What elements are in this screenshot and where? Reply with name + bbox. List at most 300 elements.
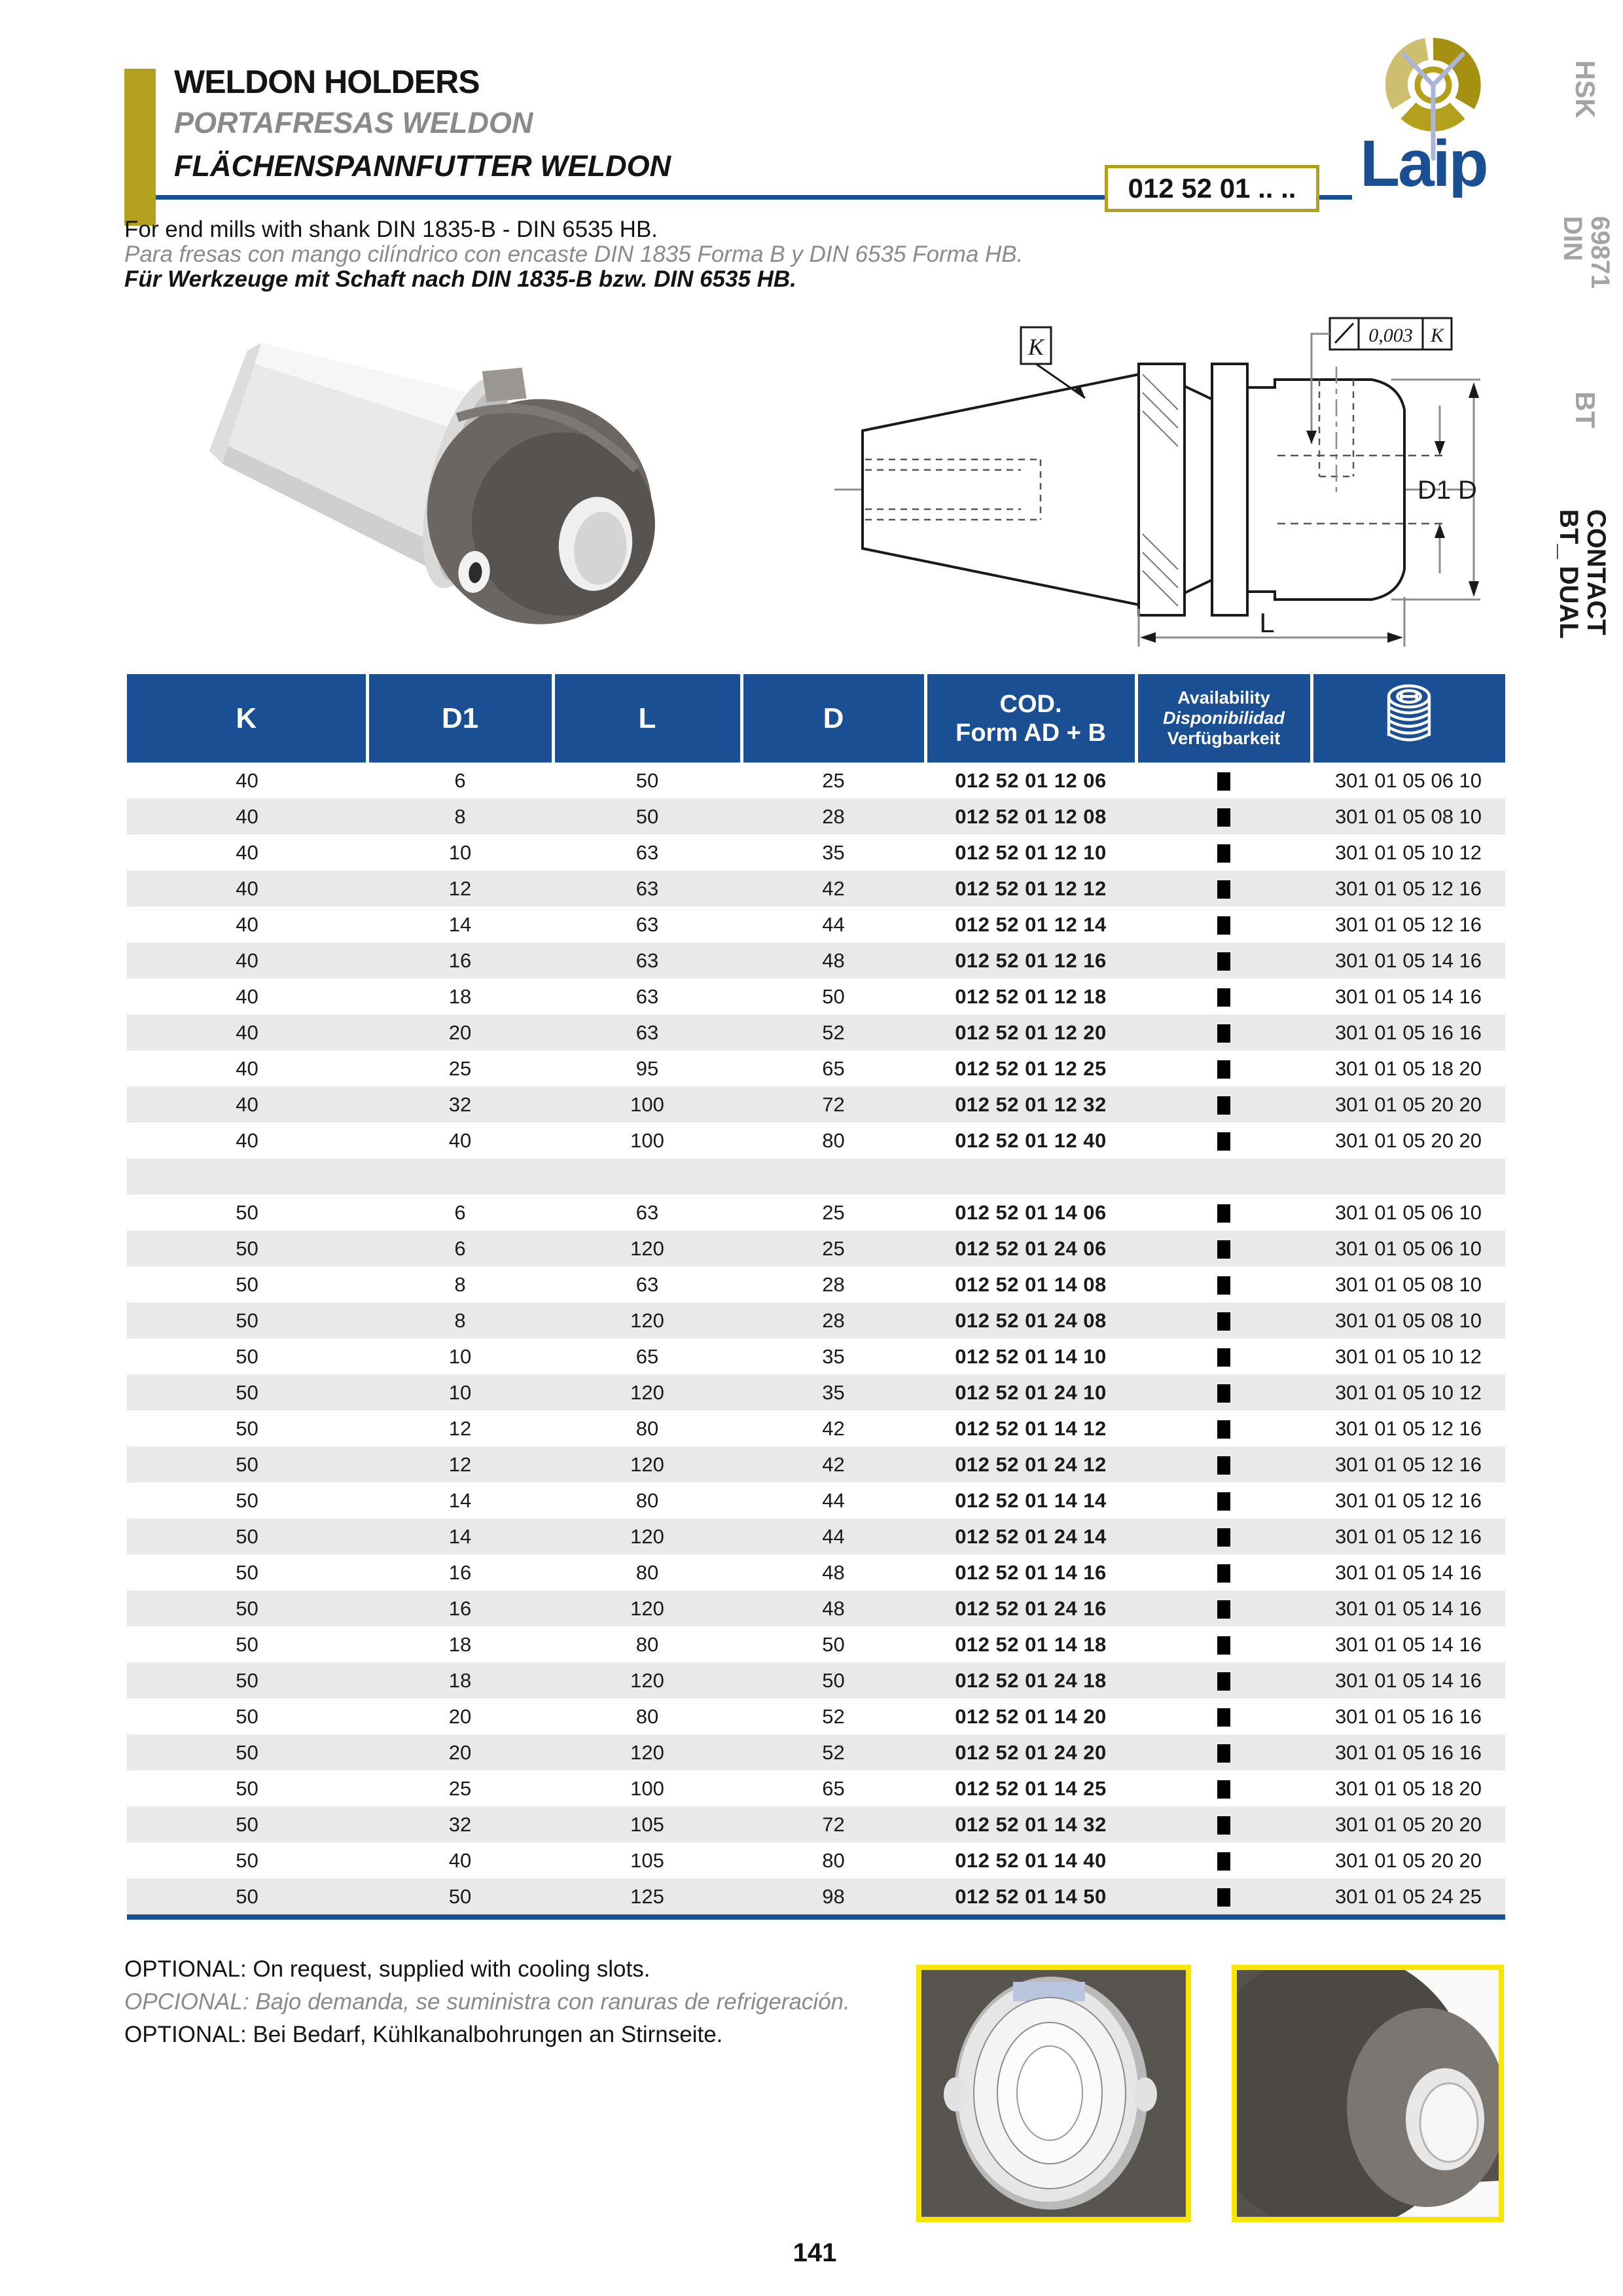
laip-logo [1349,27,1513,198]
availability-marker [1217,988,1230,1007]
col-header-k: K [127,674,367,762]
cell-d1: 8 [454,1308,466,1332]
cell-availability [1136,1446,1311,1482]
cell-d1: 20 [448,1740,472,1764]
availability-marker [1217,1132,1230,1151]
table-row [127,1662,1505,1698]
cell-cod: 012 52 01 14 14 [955,1488,1107,1512]
dim-d1-label: D1 [1418,476,1452,505]
availability-marker [1217,1600,1230,1619]
cell-k: 40 [236,1020,259,1044]
cell-cod: 012 52 01 14 10 [955,1344,1107,1368]
table-row [127,1086,1505,1122]
cell-k: 50 [236,1452,259,1476]
cell-d1: 10 [448,1344,472,1368]
availability-marker [1217,1168,1230,1187]
cell-d1: 18 [448,1668,472,1692]
table-row [127,1266,1505,1302]
cell-availability [1136,1554,1311,1590]
cell-k: 50 [236,1596,259,1620]
cell-d: 35 [822,1344,845,1368]
cell-d1: 32 [448,1812,472,1836]
dimension-table [127,674,1505,1920]
availability-marker [1217,952,1230,971]
cell-k: 40 [236,840,259,864]
availability-marker [1217,916,1230,935]
cell-availability [1136,1338,1311,1374]
cell-cod: 012 52 01 24 16 [955,1596,1107,1620]
cell-d1: 32 [448,1092,472,1116]
cell-l: 65 [635,1344,659,1368]
table-row [127,1446,1505,1482]
cell-k: 50 [236,1848,259,1872]
cell-d: 80 [822,1128,845,1152]
cell-ref: 301 01 05 20 20 [1334,1848,1482,1872]
cell-ref: 301 01 05 12 16 [1334,1488,1482,1512]
cell-l [553,1158,741,1194]
cell-availability [1136,1842,1311,1878]
cell-ref: 301 01 05 14 16 [1334,1596,1482,1620]
cell-l: 120 [630,1380,664,1404]
cell-cod: 012 52 01 24 08 [955,1308,1107,1332]
cell-l: 125 [630,1884,664,1908]
availability-marker [1217,880,1230,899]
cell-d: 35 [822,840,845,864]
cell-d1: 40 [448,1128,472,1152]
cell-ref: 301 01 05 06 10 [1334,768,1482,792]
cell-l: 50 [635,768,659,792]
cell-d: 25 [822,1236,845,1260]
cell-cod: 012 52 01 24 18 [955,1668,1107,1692]
cell-cod: 012 52 01 12 32 [955,1092,1107,1116]
cell-availability [1136,1878,1311,1917]
availability-marker [1217,1564,1230,1583]
cell-d: 28 [822,1308,845,1332]
cell-d1: 6 [454,1236,466,1260]
table-row [127,1374,1505,1410]
cell-k: 40 [236,804,259,828]
optional-note-es: OPCIONAL: Bajo demanda, se suministra con ranuras de refrigeración. [124,1989,850,2015]
cell-k: 50 [236,1380,259,1404]
cell-ref: 301 01 05 08 10 [1334,804,1482,828]
cell-d: 50 [822,1632,845,1656]
cell-cod: 012 52 01 12 08 [955,804,1107,828]
cell-cod: 012 52 01 24 06 [955,1236,1107,1260]
cell-cod: 012 52 01 12 40 [955,1128,1107,1152]
cell-d1: 6 [454,768,466,792]
cell-d: 44 [822,912,845,936]
cell-cod [925,1158,1136,1194]
availability-marker [1217,1420,1230,1439]
cell-l: 80 [635,1488,659,1512]
table-row [127,1842,1505,1878]
cell-l: 63 [635,1020,659,1044]
page-title-es: PORTAFRESAS WELDON [174,106,533,139]
availability-marker [1217,1024,1230,1043]
cell-availability [1136,906,1311,942]
cell-k: 50 [236,1632,259,1656]
cell-k: 50 [236,1200,259,1224]
col-header-d1: D1 [367,674,553,762]
cell-d: 52 [822,1740,845,1764]
cell-d: 25 [822,1200,845,1224]
cell-d: 48 [822,948,845,972]
table-row [127,1806,1505,1842]
cell-l: 100 [630,1128,664,1152]
cell-l: 63 [635,984,659,1008]
cell-cod: 012 52 01 12 20 [955,1020,1107,1044]
cell-ref: 301 01 05 10 12 [1334,840,1482,864]
cell-d1: 18 [448,1632,472,1656]
detail-photo-front-face [916,1965,1191,2222]
cell-l: 100 [630,1092,664,1116]
cell-ref: 301 01 05 12 16 [1334,912,1482,936]
cell-availability [1136,1770,1311,1806]
table-row [127,1230,1505,1266]
cell-d1: 10 [448,1380,472,1404]
availability-marker [1217,1240,1230,1259]
table-row [127,1878,1505,1917]
table-row [127,1050,1505,1086]
cell-d1: 50 [448,1884,472,1908]
cell-l: 120 [630,1668,664,1692]
optional-note [124,1953,850,2051]
cell-availability [1136,1698,1311,1734]
cell-k: 50 [236,1272,259,1296]
table-row [127,1734,1505,1770]
cell-l: 80 [635,1632,659,1656]
cell-l: 120 [630,1236,664,1260]
availability-marker [1217,1204,1230,1223]
cell-availability [1136,1194,1311,1230]
cell-d: 28 [822,804,845,828]
cell-availability [1136,1086,1311,1122]
cell-cod: 012 52 01 12 06 [955,768,1107,792]
cell-availability [1136,1230,1311,1266]
cell-l: 95 [635,1056,659,1080]
cell-ref: 301 01 05 10 12 [1334,1344,1482,1368]
cell-availability [1136,1158,1311,1194]
cell-k: 40 [236,1092,259,1116]
optional-note-en: OPTIONAL: On request, supplied with cooling slots. [124,1956,651,1982]
cell-d1: 16 [448,1560,472,1584]
availability-marker [1217,772,1230,791]
table-row [127,1770,1505,1806]
cell-d1 [367,1158,553,1194]
cell-availability [1136,1518,1311,1554]
cell-l: 100 [630,1776,664,1800]
cell-d1: 40 [448,1848,472,1872]
cell-availability [1136,1374,1311,1410]
cell-k: 40 [236,768,259,792]
cell-d1: 10 [448,840,472,864]
cell-k: 50 [236,1344,259,1368]
detail-photo-nose [1232,1965,1504,2222]
cell-l: 120 [630,1740,664,1764]
cell-ref: 301 01 05 10 12 [1334,1380,1482,1404]
cell-d1: 8 [454,804,466,828]
technical-drawing [825,301,1492,668]
table-row [127,1698,1505,1734]
cell-availability [1136,1734,1311,1770]
cell-l: 63 [635,912,659,936]
cell-availability [1136,1122,1311,1158]
product-description [124,217,1023,292]
sidebar-item-bt: BT [1570,391,1601,428]
cell-ref [1311,1158,1505,1194]
cell-l: 63 [635,948,659,972]
table-row [127,978,1505,1014]
cell-d1: 8 [454,1272,466,1296]
optional-note-de: OPTIONAL: Bei Bedarf, Kühlkanalbohrungen an Stirnseite. [124,2022,723,2047]
cell-d: 80 [822,1848,845,1872]
cell-k: 50 [236,1488,259,1512]
cell-ref: 301 01 05 24 25 [1334,1884,1482,1908]
cell-k: 50 [236,1524,259,1548]
availability-marker [1217,1312,1230,1331]
availability-marker [1217,1888,1230,1907]
cell-d1: 20 [448,1704,472,1728]
cell-l: 80 [635,1704,659,1728]
cell-d [741,1158,925,1194]
cell-ref: 301 01 05 16 16 [1334,1020,1482,1044]
cell-d1: 12 [448,1416,472,1440]
cell-l: 63 [635,1200,659,1224]
col-header-l: L [553,674,741,762]
cell-k: 40 [236,1128,259,1152]
cell-d1: 16 [448,948,472,972]
cell-cod: 012 52 01 12 14 [955,912,1107,936]
table-row [127,762,1505,798]
cell-k: 50 [236,1812,259,1836]
cell-l: 80 [635,1416,659,1440]
cell-cod: 012 52 01 14 08 [955,1272,1107,1296]
table-row [127,1626,1505,1662]
table-row [127,1158,1505,1194]
cell-ref: 301 01 05 08 10 [1334,1272,1482,1296]
table-row [127,906,1505,942]
product-photo [144,308,681,628]
cell-cod: 012 52 01 14 12 [955,1416,1107,1440]
tolerance-value: 0,003 [1368,325,1413,346]
cell-k [127,1158,367,1194]
cell-d: 50 [822,984,845,1008]
cell-l: 120 [630,1308,664,1332]
table-header-row [127,674,1505,762]
cell-d: 72 [822,1092,845,1116]
sidebar-item-hsk: HSK [1570,60,1601,118]
cell-ref: 301 01 05 12 16 [1334,1416,1482,1440]
tolerance-ref: K [1430,325,1444,346]
cell-availability [1136,1266,1311,1302]
table-row [127,1554,1505,1590]
cell-d1: 14 [448,1488,472,1512]
cell-ref: 301 01 05 12 16 [1334,1452,1482,1476]
cell-d: 28 [822,1272,845,1296]
cell-d1: 14 [448,1524,472,1548]
cell-availability [1136,1410,1311,1446]
table-row [127,1518,1505,1554]
cell-k: 50 [236,1416,259,1440]
cell-availability [1136,1590,1311,1626]
cell-d1: 25 [448,1776,472,1800]
cell-k: 40 [236,984,259,1008]
cell-d1: 6 [454,1200,466,1224]
cell-availability [1136,1626,1311,1662]
cell-ref: 301 01 05 16 16 [1334,1740,1482,1764]
table-row [127,942,1505,978]
availability-marker [1217,1348,1230,1367]
cell-availability [1136,1806,1311,1842]
availability-marker [1217,808,1230,827]
cell-availability [1136,942,1311,978]
cell-cod: 012 52 01 14 20 [955,1704,1107,1728]
cell-d: 72 [822,1812,845,1836]
availability-marker [1217,1060,1230,1079]
description-de: Für Werkzeuge mit Schaft nach DIN 1835-B bzw. DIN 6535 HB. [124,266,796,292]
cell-ref: 301 01 05 18 20 [1334,1776,1482,1800]
table-row [127,798,1505,834]
cell-l: 120 [630,1596,664,1620]
cell-l: 63 [635,876,659,900]
cell-k: 40 [236,1056,259,1080]
cell-k: 50 [236,1704,259,1728]
cell-cod: 012 52 01 14 06 [955,1200,1107,1224]
cell-l: 120 [630,1524,664,1548]
description-en: For end mills with shank DIN 1835-B - DIN 6535 HB. [124,217,658,242]
cell-availability [1136,798,1311,834]
cell-k: 40 [236,948,259,972]
cell-cod: 012 52 01 12 18 [955,984,1107,1008]
cell-k: 50 [236,1776,259,1800]
description-es: Para fresas con mango cilíndrico con encaste DIN 1835 Forma B y DIN 6535 Forma HB. [124,242,1024,267]
cell-cod: 012 52 01 14 50 [955,1884,1107,1908]
cell-availability [1136,1482,1311,1518]
cell-d: 48 [822,1596,845,1620]
col-header-cod: COD. Form AD + B [925,674,1136,762]
cell-ref: 301 01 05 18 20 [1334,1056,1482,1080]
cell-ref: 301 01 05 08 10 [1334,1308,1482,1332]
cell-l: 105 [630,1848,664,1872]
cell-cod: 012 52 01 24 12 [955,1452,1107,1476]
cell-ref: 301 01 05 14 16 [1334,984,1482,1008]
table-row [127,1014,1505,1050]
product-code-box: 012 52 01 .. .. [1105,165,1319,212]
cell-d1: 25 [448,1056,472,1080]
cell-l: 80 [635,1560,659,1584]
cell-cod: 012 52 01 14 18 [955,1632,1107,1656]
availability-marker [1217,1816,1230,1835]
availability-marker [1217,844,1230,863]
cell-ref: 301 01 05 20 20 [1334,1092,1482,1116]
cell-cod: 012 52 01 12 16 [955,948,1107,972]
table-body [127,762,1505,1917]
table-row [127,834,1505,870]
availability-marker [1217,1456,1230,1475]
cell-d: 44 [822,1488,845,1512]
cell-l: 63 [635,1272,659,1296]
availability-marker [1217,1492,1230,1511]
availability-marker [1217,1852,1230,1871]
table-row [127,1194,1505,1230]
cell-k: 40 [236,876,259,900]
cell-d: 48 [822,1560,845,1584]
cell-availability [1136,762,1311,798]
availability-marker [1217,1636,1230,1655]
cell-ref: 301 01 05 06 10 [1334,1236,1482,1260]
availability-marker [1217,1708,1230,1727]
dim-l-label: L [1259,607,1275,638]
laip-logo-icon [1349,27,1513,198]
datum-k-label: K [1027,334,1044,360]
cell-availability [1136,1302,1311,1338]
cell-k: 50 [236,1740,259,1764]
cell-k: 50 [236,1308,259,1332]
cell-k: 50 [236,1560,259,1584]
cell-ref: 301 01 05 12 16 [1334,876,1482,900]
cell-l: 63 [635,840,659,864]
cell-ref: 301 01 05 16 16 [1334,1704,1482,1728]
cell-ref: 301 01 05 20 20 [1334,1812,1482,1836]
availability-marker [1217,1672,1230,1691]
sidebar-item-bt-dual-contact: BT_ DUAL CONTACT [1554,509,1611,639]
cell-availability [1136,1662,1311,1698]
cell-availability [1136,834,1311,870]
table-row [127,1122,1505,1158]
cell-cod: 012 52 01 12 25 [955,1056,1107,1080]
cell-d: 65 [822,1056,845,1080]
table-row [127,1590,1505,1626]
dim-d-label: D [1458,476,1477,505]
cell-d: 52 [822,1020,845,1044]
cell-d1: 18 [448,984,472,1008]
table-row [127,1338,1505,1374]
availability-marker [1217,1780,1230,1799]
cell-cod: 012 52 01 14 25 [955,1776,1107,1800]
cell-ref: 301 01 05 14 16 [1334,1560,1482,1584]
grub-screw-icon [1379,682,1439,751]
cell-d: 42 [822,876,845,900]
table-row [127,1482,1505,1518]
cell-ref: 301 01 05 14 16 [1334,1668,1482,1692]
cell-d: 42 [822,1416,845,1440]
cell-d: 44 [822,1524,845,1548]
cell-d: 50 [822,1668,845,1692]
laip-wordmark: Laip [1360,127,1487,198]
cell-cod: 012 52 01 24 20 [955,1740,1107,1764]
cell-k: 50 [236,1668,259,1692]
cell-k: 50 [236,1884,259,1908]
cell-d1: 16 [448,1596,472,1620]
cell-d1: 20 [448,1020,472,1044]
cell-d: 98 [822,1884,845,1908]
cell-availability [1136,1050,1311,1086]
page-title-de: FLÄCHENSPANNFUTTER WELDON [174,149,671,183]
cell-ref: 301 01 05 20 20 [1334,1128,1482,1152]
availability-marker [1217,1528,1230,1547]
cell-d: 35 [822,1380,845,1404]
cell-ref: 301 01 05 14 16 [1334,948,1482,972]
availability-marker [1217,1384,1230,1403]
cell-availability [1136,978,1311,1014]
cell-ref: 301 01 05 12 16 [1334,1524,1482,1548]
sidebar-item-din-69871: DIN 69871 [1558,216,1614,289]
cell-d: 52 [822,1704,845,1728]
cell-cod: 012 52 01 12 12 [955,876,1107,900]
availability-marker [1217,1744,1230,1763]
cell-d: 25 [822,768,845,792]
cell-availability [1136,870,1311,906]
